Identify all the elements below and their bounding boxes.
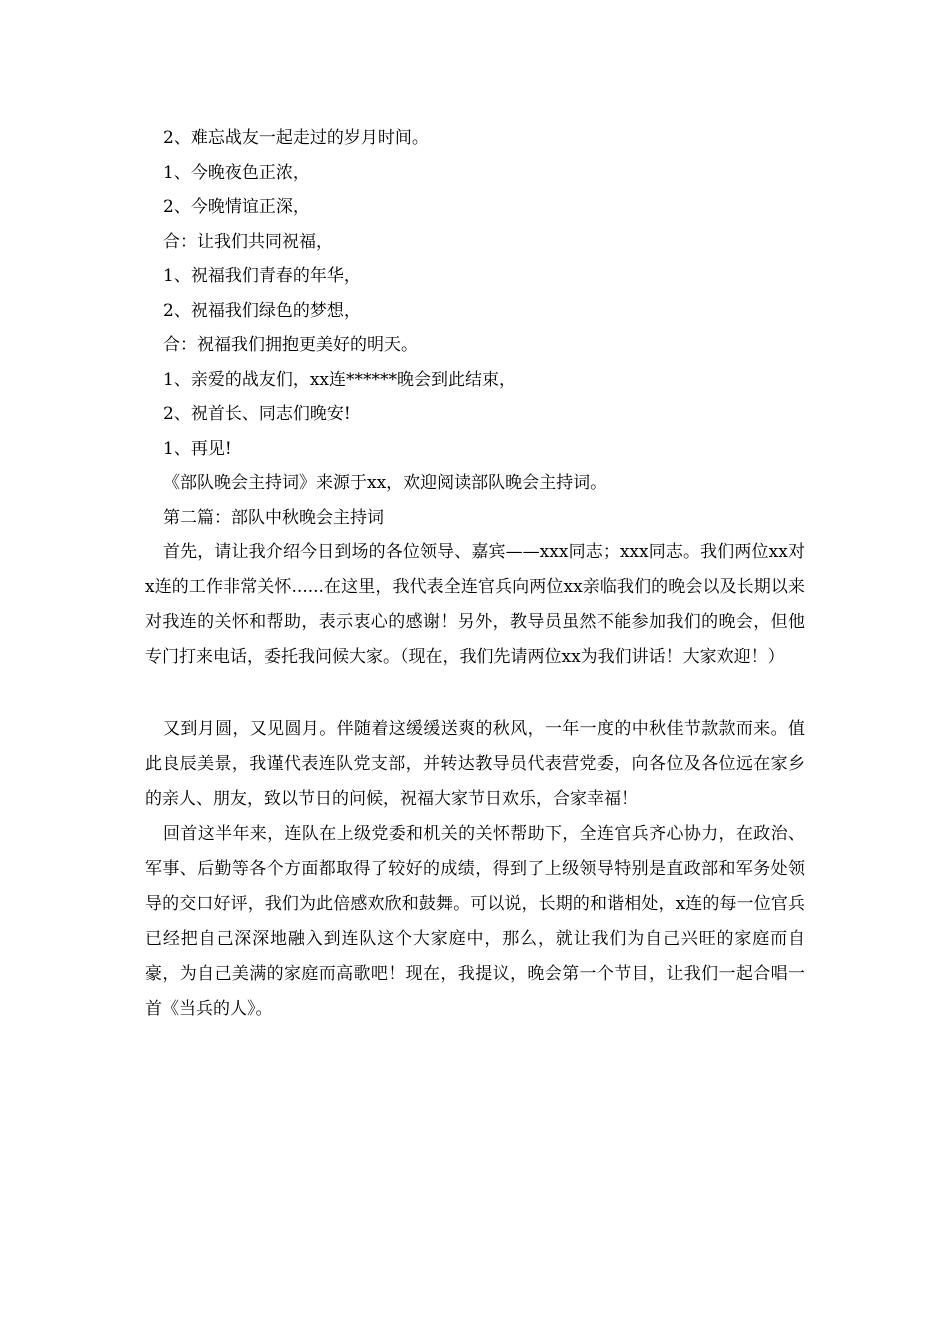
document-page <box>145 121 805 1027</box>
paragraph-introduction: 首先，请让我介绍今日到场的各位领导、嘉宾——xxx同志；xxx同志。我们两位xx对x连的工作非常关怀......在这里，我代表全连官兵向两位xx亲临我们的晚会以及长期以来对我连的关怀和帮助，表示衷心的感谢！另外，教导员虽然不能参加我们的晚会，但他专门打来电话，委托我问候大家。（现在，我们先请两位xx为我们讲话！大家欢迎！） <box>145 542 805 667</box>
text-line: 合：让我们共同祝福， <box>163 231 333 252</box>
text-line: 合：祝福我们拥抱更美好的明天。 <box>163 335 418 355</box>
text-line: 1、今晚夜色正浓， <box>163 162 310 183</box>
paragraph-greeting: 又到月圆，又见圆月。伴随着这缓缓送爽的秋风，一年一度的中秋佳节款款而来。值此良辰美景，我谨代表连队党支部，并转达教导员代表营党委，向各位及各位远在家乡的亲人、朋友，致以节日的问候，祝福大家节日欢乐，合家幸福！ <box>145 719 805 809</box>
text-line: 2、今晚情谊正深， <box>163 197 310 217</box>
text-line: 1、亲爱的战友们，xx连******晚会到此结束， <box>163 369 516 390</box>
text-line: 1、再见! <box>163 438 232 459</box>
source-note: 《部队晚会主持词》来源于xx，欢迎阅读部队晚会主持词。 <box>163 473 608 493</box>
section-heading: 第二篇：部队中秋晚会主持词 <box>163 507 384 528</box>
text-line: 2、祝福我们绿色的梦想， <box>163 300 361 321</box>
paragraph-review: 回首这半年来，连队在上级党委和机关的关怀帮助下，全连官兵齐心协力，在政治、军事、后勤等各个方面都取得了较好的成绩，得到了上级领导特别是直政部和军务处领导的交口好评，我们为此倍感欢欣和鼓舞。可以说，长期的和谐相处，x连的每一位官兵已经把自己深深地融入到连队这个大家庭中，那么，就让我们为自己兴旺的家庭而自豪，为自己美满的家庭而高歌吧！现在，我提议，晚会第一个节目，让我们一起合唱一首《当兵的人》。 <box>145 824 805 1019</box>
text-line: 1、祝福我们青春的年华， <box>163 266 361 286</box>
text-line: 2、祝首长、同志们晚安! <box>163 404 351 424</box>
text-line: 2、难忘战友一起走过的岁月时间。 <box>163 128 429 148</box>
paragraph-gap <box>145 675 805 712</box>
